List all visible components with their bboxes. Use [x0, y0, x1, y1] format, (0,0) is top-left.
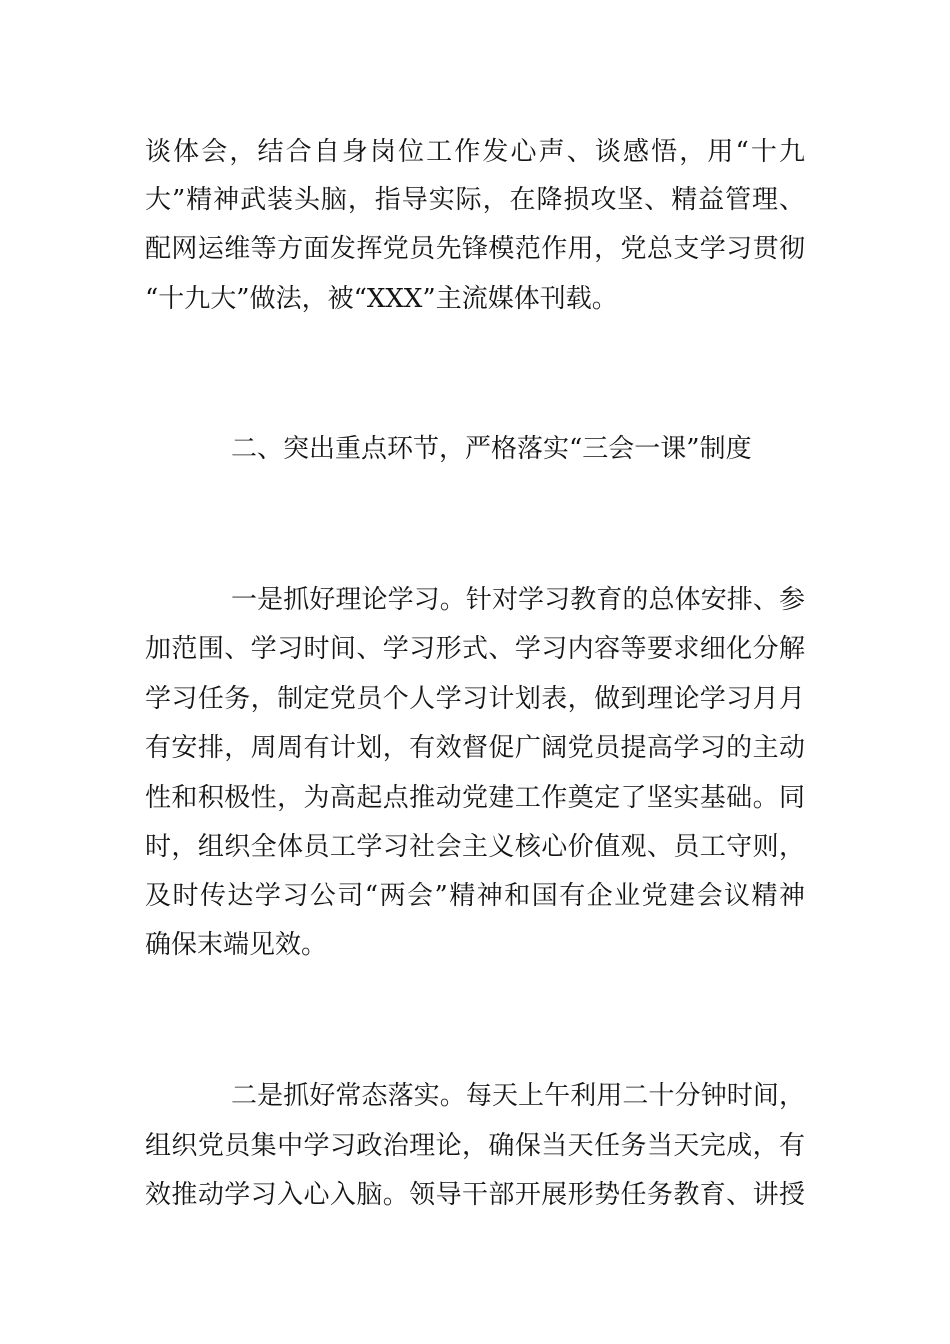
paragraph-2-line-4: 有安排，周周有计划，有效督促广阔党员提高学习的主动: [145, 733, 805, 763]
paragraph-2-line-3: 学习任务，制定党员个人学习计划表，做到理论学习月月: [145, 684, 805, 714]
paragraph-3-line-2: 组织党员集中学习政治理论，确保当天任务当天完成，有: [145, 1131, 805, 1161]
paragraph-2-line-8: 确保末端见效。: [145, 930, 328, 960]
paragraph-1-line-3: 配网运维等方面发挥党员先锋模范作用，党总支学习贯彻: [145, 234, 805, 264]
paragraph-2-line-1: 一是抓好理论学习。针对学习教育的总体安排、参: [231, 585, 805, 615]
section-heading: 二、突出重点环节，严格落实“三会一课”制度: [231, 434, 752, 464]
paragraph-2-line-7: 及时传达学习公司“两会”精神和国有企业党建会议精神: [145, 881, 805, 911]
paragraph-3-line-3: 效推动学习入心入脑。领导干部开展形势任务教育、讲授: [145, 1180, 805, 1210]
paragraph-2-line-2: 加范围、学习时间、学习形式、学习内容等要求细化分解: [145, 634, 805, 664]
paragraph-1-line-2: 大”精神武装头脑，指导实际，在降损攻坚、精益管理、: [145, 185, 805, 215]
paragraph-2-line-5: 性和积极性，为高起点推动党建工作奠定了坚实基础。同: [145, 783, 805, 813]
paragraph-1-line-1: 谈体会，结合自身岗位工作发心声、谈感悟，用“十九: [145, 137, 805, 167]
paragraph-1-line-4: “十九大”做法，被“XXX”主流媒体刊载。: [145, 284, 618, 314]
paragraph-3-line-1: 二是抓好常态落实。每天上午利用二十分钟时间，: [231, 1081, 805, 1111]
paragraph-2-line-6: 时，组织全体员工学习社会主义核心价值观、员工守则，: [145, 832, 805, 862]
